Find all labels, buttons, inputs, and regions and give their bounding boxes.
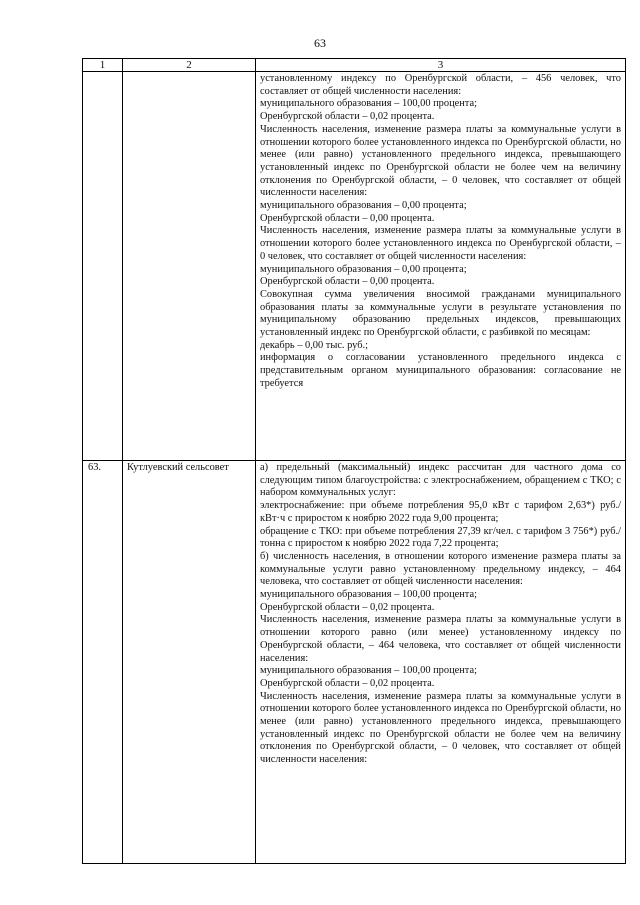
- text-line: б) численность населения, в отношении которого изменение размера платы за коммунальные услуги равно установленному предельному индексу, – 464 человека, что составляет от общей численности населения:: [260, 550, 621, 588]
- header-col-2: 2: [123, 59, 256, 72]
- header-col-1: 1: [83, 59, 123, 72]
- page-number: 63: [314, 36, 326, 50]
- text-line: муниципального образования – 100,00 процента;: [260, 589, 477, 601]
- text-line: электроснабжение: при объеме потребления 95,0 кВт с тарифом 2,63*) руб./кВт·ч с приростом к ноябрю 2022 года 9,00 процента;: [260, 500, 621, 524]
- text-line: Совокупная сумма увеличения вносимой гражданами муниципального образования платы за коммунальные услуги в результате установления по муниципальному образованию предельных индексов, превышающих установленный индекс по Оренбургской области, с разбивкой по месяцам:: [260, 288, 621, 339]
- text-line: Оренбургской области – 0,00 процента.: [260, 276, 435, 288]
- text-line: Численность населения, изменение размера платы за коммунальные услуги в отношении которого более установленного индекса по Оренбургской области, но менее (или равно) установленного предельного индекса, превышающего установленный индекс по Оренбургской области не более чем на величину отклонения по Оренбургской области, – 0 человек, что составляет от общей численности населения:: [260, 123, 621, 199]
- municipality-name: [123, 72, 256, 461]
- row-description: [256, 461, 626, 864]
- row-number: 63.: [83, 461, 123, 864]
- text-line: Оренбургской области – 0,02 процента.: [260, 111, 435, 123]
- text-line: установленному индексу по Оренбургской области, – 456 человек, что составляет от общей численности населения:: [260, 73, 621, 97]
- text-line: декабрь – 0,00 тыс. руб.;: [260, 339, 369, 351]
- text-line: информация о согласовании установленного предельного индекса с представительным органом муниципального образования: согласование не требуется: [260, 352, 621, 389]
- text-line: муниципального образования – 0,00 процента;: [260, 200, 467, 212]
- text-line: Численность населения, изменение размера платы за коммунальные услуги в отношении которого более установленного индекса по Оренбургской области, но менее (или равно) установленного предельного индекса, превышающего установленный индекс по Оренбургской области не более чем на величину отклонения по Оренбургской области, – 0 человек, что составляет от общей численности населения:: [260, 690, 621, 766]
- text-line: муниципального образования – 0,00 процента;: [260, 263, 467, 275]
- text-line: Оренбургской области – 0,02 процента.: [260, 601, 435, 613]
- table-row-63: [83, 461, 626, 864]
- text-line: муниципального образования – 100,00 процента;: [260, 98, 477, 110]
- row-number: [83, 72, 123, 461]
- text-line: Численность населения, изменение размера платы за коммунальные услуги в отношении которого более установленного индекса по Оренбургской области, – 0 человек, что составляет от общей численности населения:: [260, 225, 621, 262]
- municipality-name: Кутлуевский сельсовет: [123, 461, 256, 864]
- text-line: а) предельный (максимальный) индекс рассчитан для частного дома со следующим типом благоустройства: с электроснабжением, обращением с ТКО; с набором коммунальных услуг:: [260, 462, 621, 499]
- header-col-3: 3: [256, 59, 626, 72]
- row-description: [256, 72, 626, 461]
- table-header-row: [83, 59, 626, 72]
- text-line: Оренбургской области – 0,02 процента.: [260, 677, 435, 689]
- text-line: обращение с ТКО: при объеме потребления 27,39 кг/чел. с тарифом 3 756*) руб./тонна с приростом к ноябрю 2022 года 7,22 процента;: [260, 525, 621, 550]
- text-line: муниципального образования – 100,00 процента;: [260, 665, 477, 677]
- text-line: Оренбургской области – 0,00 процента.: [260, 212, 435, 224]
- table-row-continuation: [83, 72, 626, 461]
- text-line: Численность населения, изменение размера платы за коммунальные услуги в отношении которого равно (или менее) установленному индексу по Оренбургской области, – 464 человека, что составляет от общей численности населения:: [260, 614, 621, 664]
- regulation-table: [82, 58, 626, 864]
